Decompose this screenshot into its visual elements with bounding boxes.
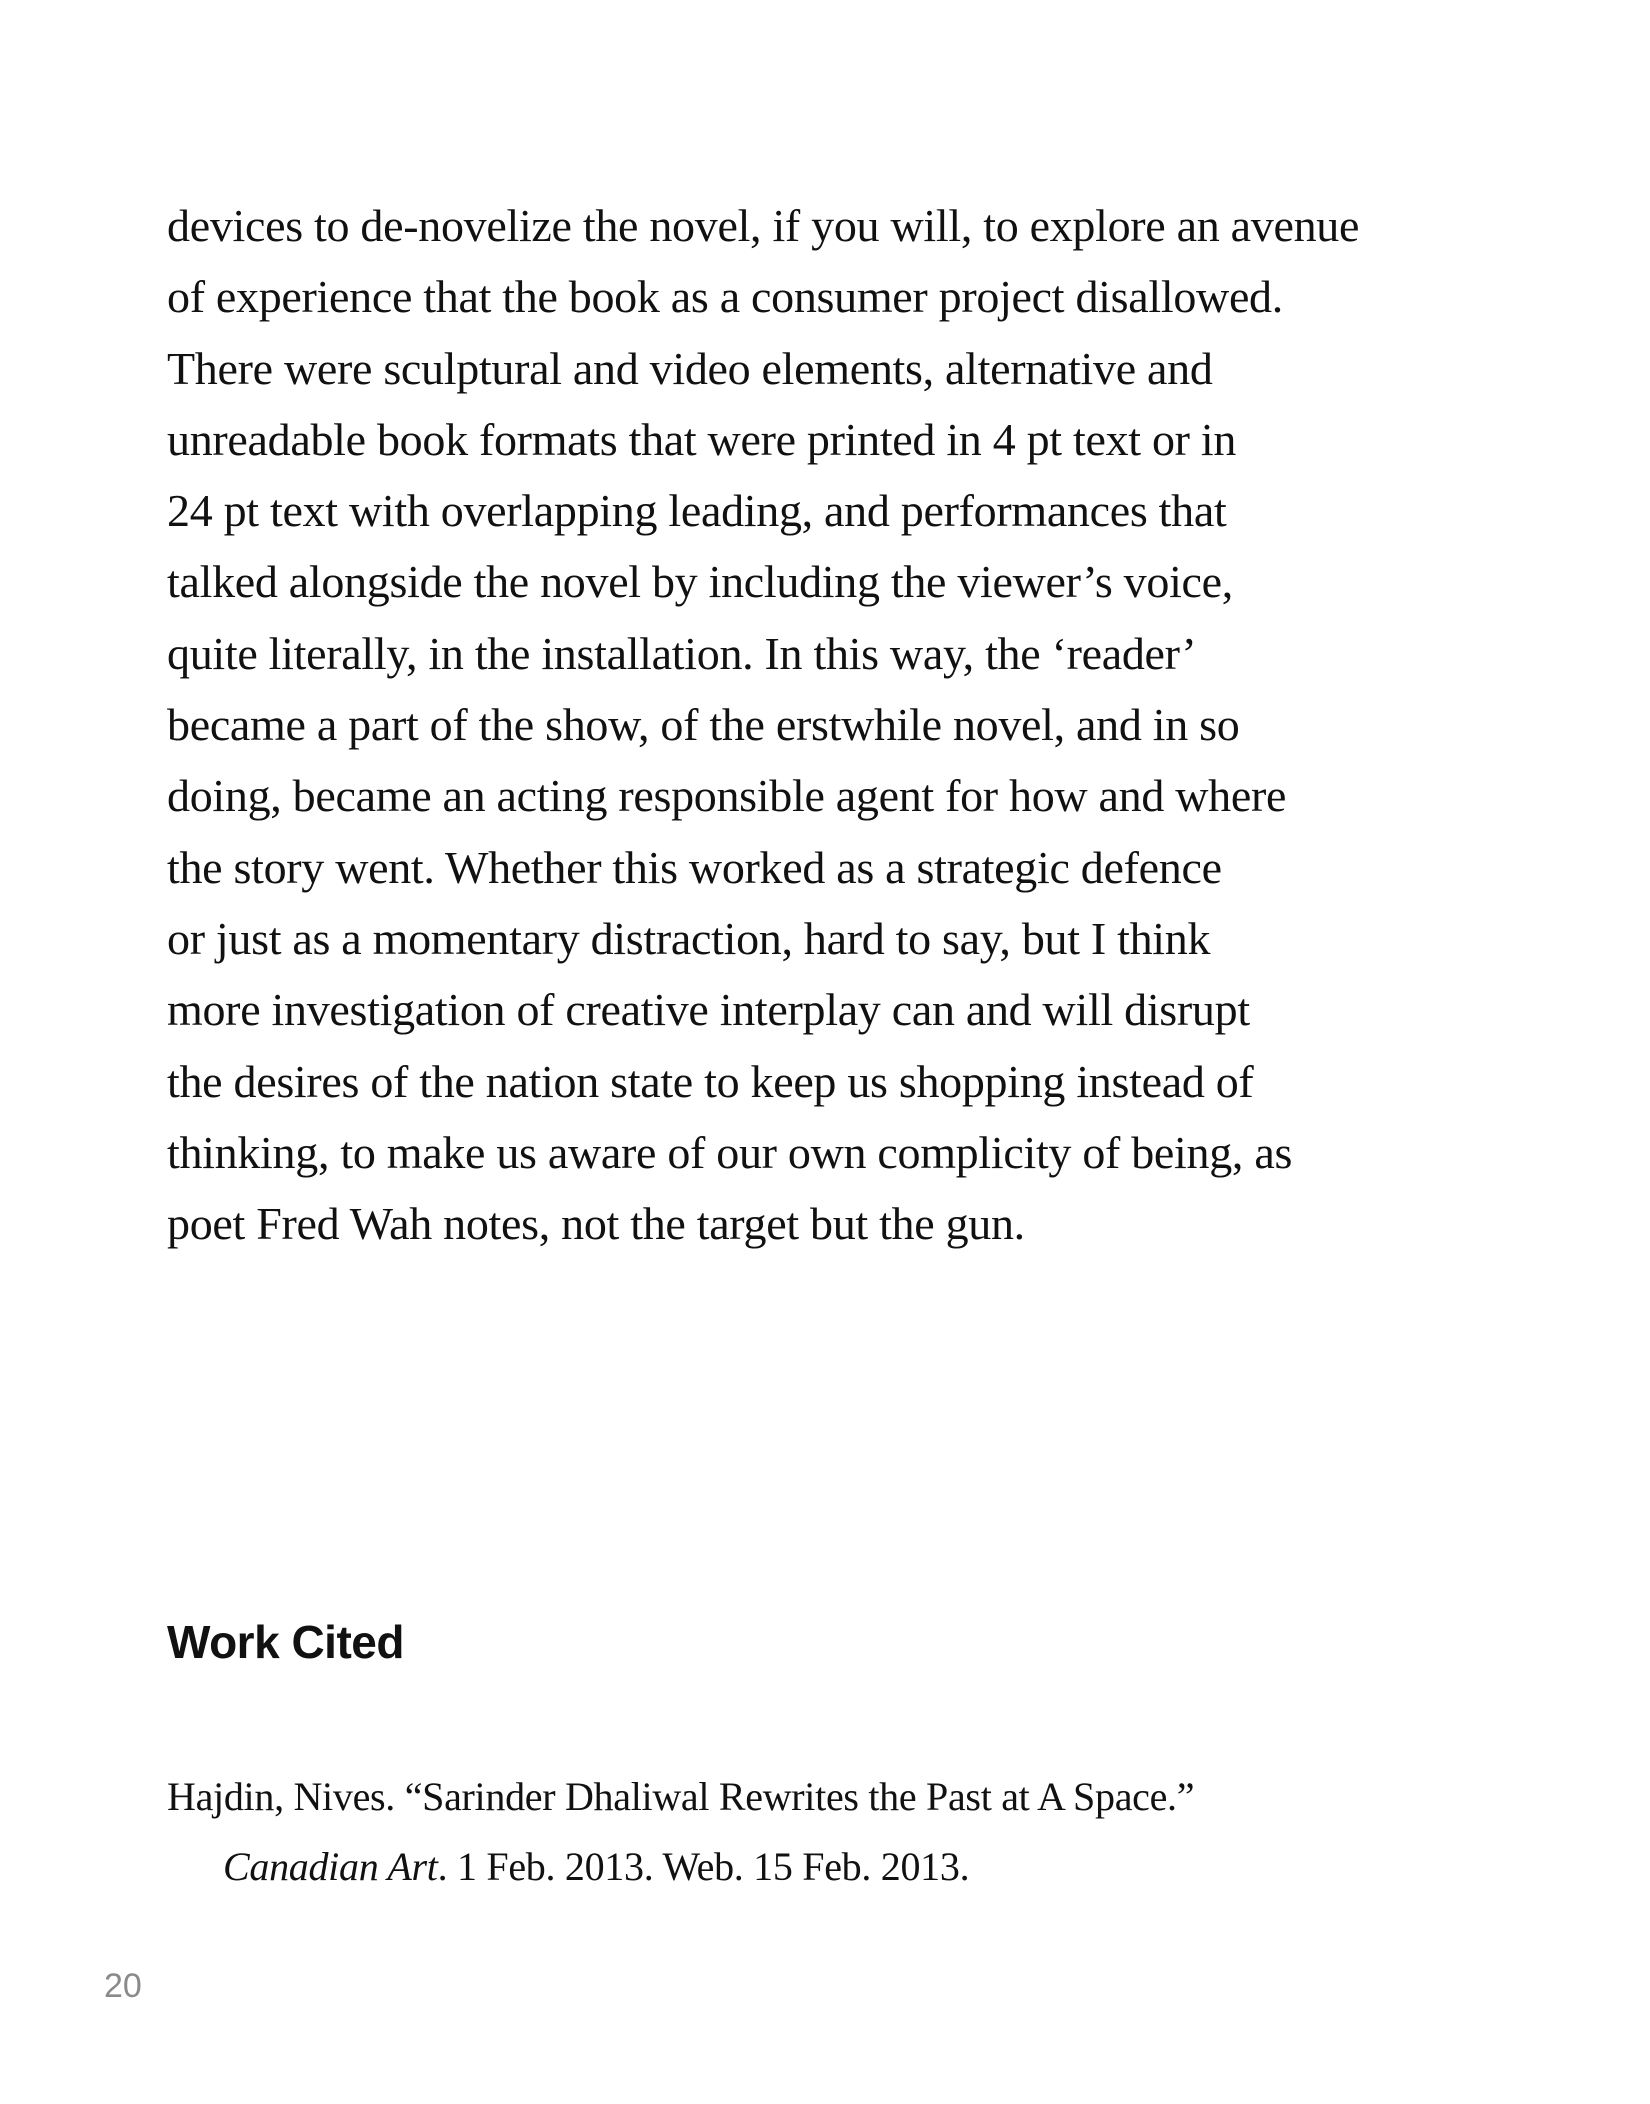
body-line: the desires of the nation state to keep us shopping instead of [167, 1055, 1254, 1107]
body-line: There were sculptural and video elements, alternative and [167, 342, 1213, 394]
citation-details: . 1 Feb. 2013. Web. 15 Feb. 2013. [437, 1844, 970, 1889]
citation-entry [167, 1762, 1507, 1902]
body-line: of experience that the book as a consumer project disallowed. [167, 271, 1283, 323]
citation-line-1: Hajdin, Nives. “Sarinder Dhaliwal Rewrites the Past at A Space.” [167, 1774, 1195, 1819]
body-line: poet Fred Wah notes, not the target but the gun. [167, 1198, 1025, 1250]
body-line: or just as a momentary distraction, hard to say, but I think [167, 912, 1211, 964]
body-line: 24 pt text with overlapping leading, and performances that [167, 485, 1227, 537]
citation-publication: Canadian Art [223, 1844, 438, 1889]
body-line: devices to de-novelize the novel, if you will, to explore an avenue [167, 200, 1360, 251]
body-paragraph [167, 190, 1507, 1259]
page-number: 20 [104, 1967, 142, 2005]
body-line: thinking, to make us aware of our own complicity of being, as [167, 1126, 1293, 1178]
works-cited-heading: Work Cited [167, 1616, 404, 1668]
body-line: more investigation of creative interplay can and will disrupt [167, 984, 1250, 1036]
body-line: talked alongside the novel by including the viewer’s voice, [167, 556, 1233, 608]
citation-line-2 [167, 1832, 1507, 1902]
body-line: the story went. Whether this worked as a strategic defence [167, 841, 1222, 893]
body-line: unreadable book formats that were printed in 4 pt text or in [167, 413, 1237, 465]
body-line: quite literally, in the installation. In this way, the ‘reader’ [167, 627, 1197, 679]
body-line: doing, became an acting responsible agent for how and where [167, 770, 1287, 822]
body-line: became a part of the show, of the erstwhile novel, and in so [167, 699, 1240, 751]
